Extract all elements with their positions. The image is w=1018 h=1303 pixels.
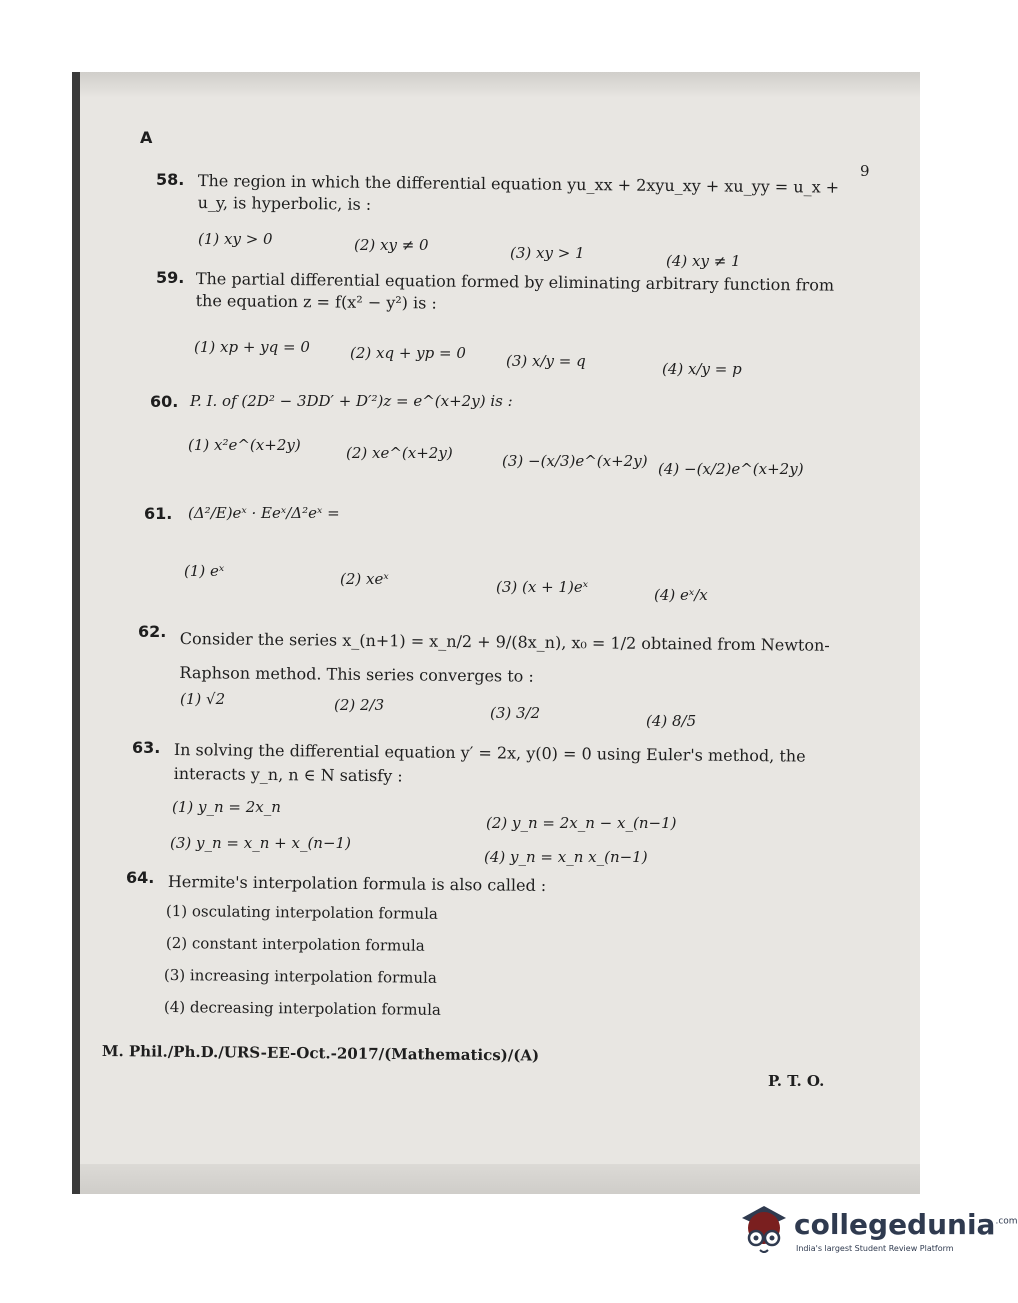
option-4: (4) eˣ/x [654,586,708,604]
question-text: The partial differential equation formed by eliminating arbitrary function from the equation z = f(x² − y²) is : [195,268,835,313]
option-4: (4) y_n = x_n x_(n−1) [484,848,648,866]
question-number: 62. [138,622,167,641]
question-text: In solving the differential equation y′ = 2x, y(0) = 0 using Euler's method, the interacts y_n, n ∈ N satisfy : [173,739,806,786]
brand-name: collegedunia$^{.com}$ [794,1208,1018,1241]
question-text: Consider the series x_(n+1) = x_n/2 + 9/(8x_n), x₀ = 1/2 obtained from Newton-Raphson method. This series converges to : [179,628,830,686]
option-1: (1) xp + yq = 0 [194,338,310,356]
option-3: (3) 3/2 [490,704,541,722]
question-number: 58. [156,170,185,189]
question-text: P. I. of (2D² − 3DD′ + D′²)z = e^(x+2y) is : [190,392,513,410]
question-number: 59. [156,268,185,287]
option-4: (4) decreasing interpolation formula [163,998,441,1019]
option-4: (4) 8/5 [646,712,697,730]
option-1: (1) eˣ [184,562,225,580]
option-3: (3) x/y = q [506,352,586,370]
option-4: (4) xy ≠ 1 [666,252,741,270]
option-3: (3) −(x/3)e^(x+2y) [502,452,648,470]
question-text: (Δ²/E)eˣ · Eeˣ/Δ²eˣ = [188,504,340,522]
option-1: (1) x²e^(x+2y) [188,436,301,454]
scan-top-edge [80,72,920,98]
option-4: (4) x/y = p [662,360,742,378]
option-1: (1) xy > 0 [198,230,273,248]
question-number: 60. [150,392,179,411]
option-2: (2) y_n = 2x_n − x_(n−1) [486,814,677,832]
option-4: (4) −(x/2)e^(x+2y) [658,460,804,478]
brand-logo [736,1200,1018,1264]
option-3: (3) (x + 1)eˣ [496,578,589,596]
owl-mascot-icon [736,1200,792,1260]
option-1: (1) √2 [180,690,226,708]
option-2: (2) xq + yp = 0 [350,344,466,362]
question-number: 64. [126,868,155,887]
option-2: (2) constant interpolation formula [165,934,425,955]
question-number: 61. [144,504,173,523]
question-text: Hermite's interpolation formula is also called : [167,872,547,895]
question-text: The region in which the differential equation yu_xx + 2xyu_xy + xu_yy = u_x + u_y, is hyperbolic, is : [197,170,840,214]
paper-code-footer: M. Phil./Ph.D./URS-EE-Oct.-2017/(Mathematics)/(A) [101,1042,540,1065]
option-2: (2) xe^(x+2y) [346,444,453,462]
pto-label: P. T. O. [768,1072,825,1090]
section-label: A [140,128,153,147]
option-2: (2) xy ≠ 0 [354,236,429,254]
option-3: (3) increasing interpolation formula [163,966,437,987]
scanned-page [72,72,920,1194]
option-3: (3) y_n = x_n + x_(n−1) [170,834,351,852]
option-1: (1) y_n = 2x_n [172,798,281,816]
option-1: (1) osculating interpolation formula [165,902,438,923]
option-2: (2) 2/3 [334,696,385,714]
option-2: (2) xeˣ [340,570,389,588]
question-number: 63. [132,738,161,757]
option-3: (3) xy > 1 [510,244,585,262]
page-number: 9 [860,162,870,180]
brand-tagline: India's largest Student Review Platform [796,1244,954,1253]
